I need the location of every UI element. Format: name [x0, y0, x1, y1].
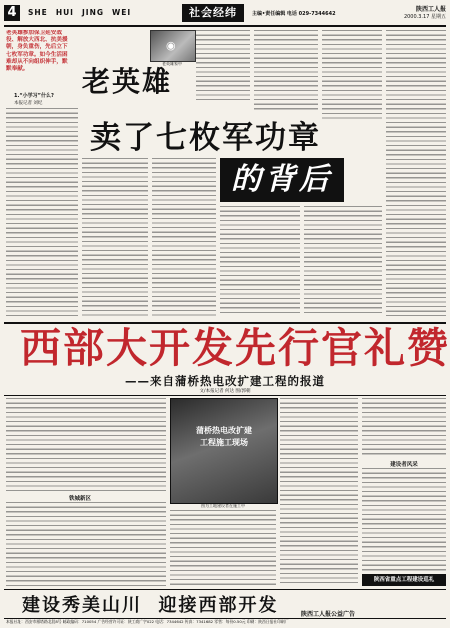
- feature-text-col-1: [6, 398, 166, 492]
- top-text-col-5: [386, 30, 446, 316]
- editor-info: 主编•责任编辑 电话 029-7344642: [252, 11, 336, 17]
- lead-byline: 本报记者 刘纪: [14, 101, 43, 106]
- mid-text-col-1: [82, 158, 148, 316]
- feature-text-col-1b: [6, 502, 166, 586]
- right-subhead: 建设者风采: [390, 462, 418, 468]
- header-rule: [4, 25, 446, 27]
- page-number: 4: [7, 5, 17, 20]
- banner-main-text: 建设秀美山川 迎接西部开发: [22, 595, 279, 616]
- date: 2000.3.17: [403, 14, 430, 20]
- feature-text-col-2: [170, 510, 276, 586]
- headline2-box: [220, 158, 344, 202]
- lead-blurb: 老英雄参加保卫延安战役、解放大西北、抗美援朝，身负重伤，先后立下七枚军功章。如今生活困难却从不向组织伸手，默默奉献。: [6, 30, 68, 73]
- pinyin-word: HUI: [55, 8, 74, 17]
- construction-photo: [170, 398, 278, 504]
- banner-sub-text: 陕西工人报公益广告: [300, 611, 355, 618]
- paper-name: 陕西工人报: [415, 6, 446, 13]
- photo-sign-line: 工程施工现场: [200, 438, 248, 447]
- section-name-box: [182, 4, 244, 22]
- masthead: [4, 4, 446, 24]
- footer-info: 本报社址：西安市雁塔路北段8号 邮政编码：710054 广告经营许可证：陕工商广字022 电话：7344642 传真：7341682 零售：每份0.50元 印刷：陕西日报社印刷厂: [6, 619, 289, 624]
- headline2: 的背后: [231, 162, 333, 197]
- issue-date: [382, 13, 446, 20]
- mid-text-col-2: [152, 158, 216, 316]
- portrait-caption: 老英雄家中: [162, 61, 182, 66]
- portrait-photo: [150, 30, 196, 62]
- feature-subtitle: ——来自蒲桥热电改扩建工程的报道: [125, 374, 325, 388]
- main-headline: 卖了七枚军功章: [90, 120, 321, 156]
- section-name: 社会经纬: [189, 6, 237, 19]
- photo-sign: [185, 425, 263, 449]
- pinyin-word: WEI: [112, 8, 132, 17]
- pinyin-word: JING: [81, 8, 104, 17]
- weekday: 星期五: [430, 14, 446, 20]
- quote-line: 1.“小学习”什么?: [14, 93, 54, 99]
- construction-photo-caption: 图为工地建设者在施工中: [201, 503, 245, 508]
- feature-text-col-4b: [362, 468, 446, 572]
- lead-blurb-box: [6, 30, 72, 88]
- photo-sign-line: 蒲桥热电改扩建: [196, 426, 252, 435]
- camera-icon: ◉: [166, 39, 176, 52]
- feature-subhead: 铁城新区: [68, 496, 91, 502]
- side-label-box: [362, 574, 446, 586]
- top-text-col-3: [254, 30, 318, 112]
- feature-byline: 文/本报记者 何达 图/郭朝: [199, 389, 251, 394]
- big-title: 老英雄: [82, 65, 173, 98]
- side-label: 陕西省重点工程建设巡礼: [373, 577, 435, 583]
- mid-text-col-3: [220, 206, 300, 316]
- top-text-col-2: [196, 30, 250, 100]
- top-text-col-4: [322, 30, 382, 120]
- feature-text-col-4: [362, 398, 446, 458]
- public-service-banner: [4, 589, 446, 619]
- feature-title: 西部大开发先行官礼赞: [20, 324, 450, 372]
- page-number-box: [4, 5, 20, 21]
- mid-text-col-4: [304, 206, 382, 316]
- feature-rule-mid: [4, 395, 446, 396]
- section-pinyin: [28, 8, 168, 17]
- pinyin-word: SHE: [28, 8, 48, 17]
- feature-text-col-3: [280, 398, 358, 586]
- lead-article-text: [6, 108, 78, 316]
